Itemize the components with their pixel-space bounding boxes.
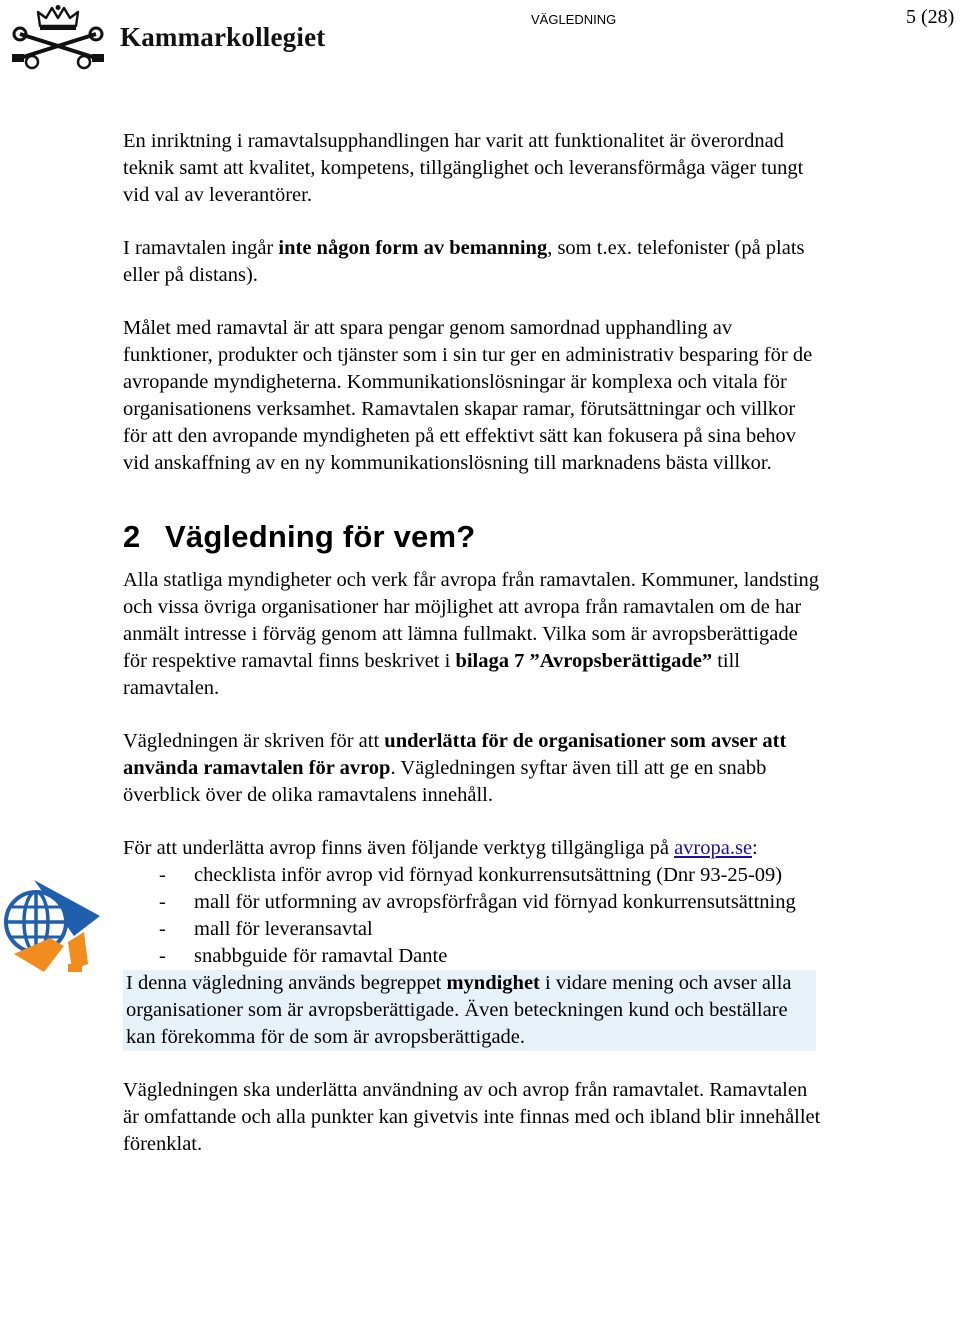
section-title: Vägledning för vem? <box>165 519 476 554</box>
document-body <box>123 128 823 1158</box>
list-item: - snabbguide för ramavtal Dante <box>159 945 448 967</box>
section-number: 2 <box>123 519 141 554</box>
bold-term-authority: myndighet <box>446 972 540 994</box>
section-paragraph-1: Alla statliga myndigheter och verk får avropa från ramavtalen. Kommuner, landsting och vissa övriga organisationer har möjlighet att avropa från ramavtalen om de har anmält intresse i förväg genom att lämna fullmakt. Vilka som är avropsberättigade för respektive ramavtal finns beskrivet i bilaga 7 ”Avropsberättigade” till ramavtalen. <box>123 569 819 699</box>
list-item: - mall för utformning av avropsförfrågan vid förnyad konkurrensutsättning <box>159 891 796 913</box>
bold-appendix-ref: bilaga 7 ”Avropsberättigade” <box>455 650 713 672</box>
tools-list <box>123 862 823 970</box>
intro-paragraph-2: I ramavtalen ingår inte någon form av bemanning, som t.ex. telefonister (på plats eller på distans). <box>123 237 805 286</box>
section-paragraph-2: Vägledningen är skriven för att underlätta för de organisationer som avser att använda ramavtalen för avrop. Vägledningen syftar även till att ge en snabb överblick över de olika ramavtalens innehåll. <box>123 730 787 806</box>
intro-paragraph-3: Målet med ramavtal är att spara pengar genom samordnad upphandling av funktioner, produkter och tjänster som i sin tur ger en administrativ besparing för de avropande myndigheterna. Kommunikationslösningar är komplexa och vitala för organisationens verksamhet. Ramavtalen skapar ramar, förutsättningar och villkor för att den avropande myndigheten på ett effektivt sätt kan fokusera på sina behov vid anskaffning av en ny kommunikationslösning till marknadens bästa villkor. <box>123 317 813 474</box>
bold-purpose: underlätta för de organisationer som avser att använda ramavtalen för avrop <box>123 730 787 779</box>
section-paragraph-4: Vägledningen ska underlätta användning av och avrop från ramavtalet. Ramavtalen är omfattande och alla punkter kan givetvis inte finnas med och ibland blir innehållet förenklat. <box>123 1079 821 1155</box>
definition-note-box: I denna vägledning används begreppet myndighet i vidare mening och avser alla organisationer som är avropsberättigade. Även beteckningen kund och beställare kan förekomma för de som är avropsberättigade. <box>123 970 816 1051</box>
document-type: VÄGLEDNING <box>531 12 617 27</box>
list-item: - mall för leveransavtal <box>159 918 373 940</box>
avropa-link[interactable]: avropa.se <box>674 837 753 859</box>
intro-paragraph-1: En inriktning i ramavtalsupphandlingen har varit att funktionalitet är överordnad teknik samt att kvalitet, kompetens, tillgänglighet och leveransförmåga väger tungt vid val av leverantörer. <box>123 130 804 206</box>
logo-text: Kammarkollegiet <box>120 22 326 52</box>
globe-tools-icon <box>2 876 102 978</box>
crown-keys-logo-icon <box>8 4 108 70</box>
page-number: 5 (28) <box>906 6 955 28</box>
section-heading <box>123 519 823 555</box>
section-paragraph-3: För att underlätta avrop finns även följande verktyg tillgängliga på avropa.se: <box>123 837 758 859</box>
list-item: - checklista inför avrop vid förnyad konkurrensutsättning (Dnr 93-25-09) <box>159 864 783 886</box>
page-header <box>0 0 960 80</box>
bold-no-staffing: inte någon form av bemanning <box>278 237 548 259</box>
